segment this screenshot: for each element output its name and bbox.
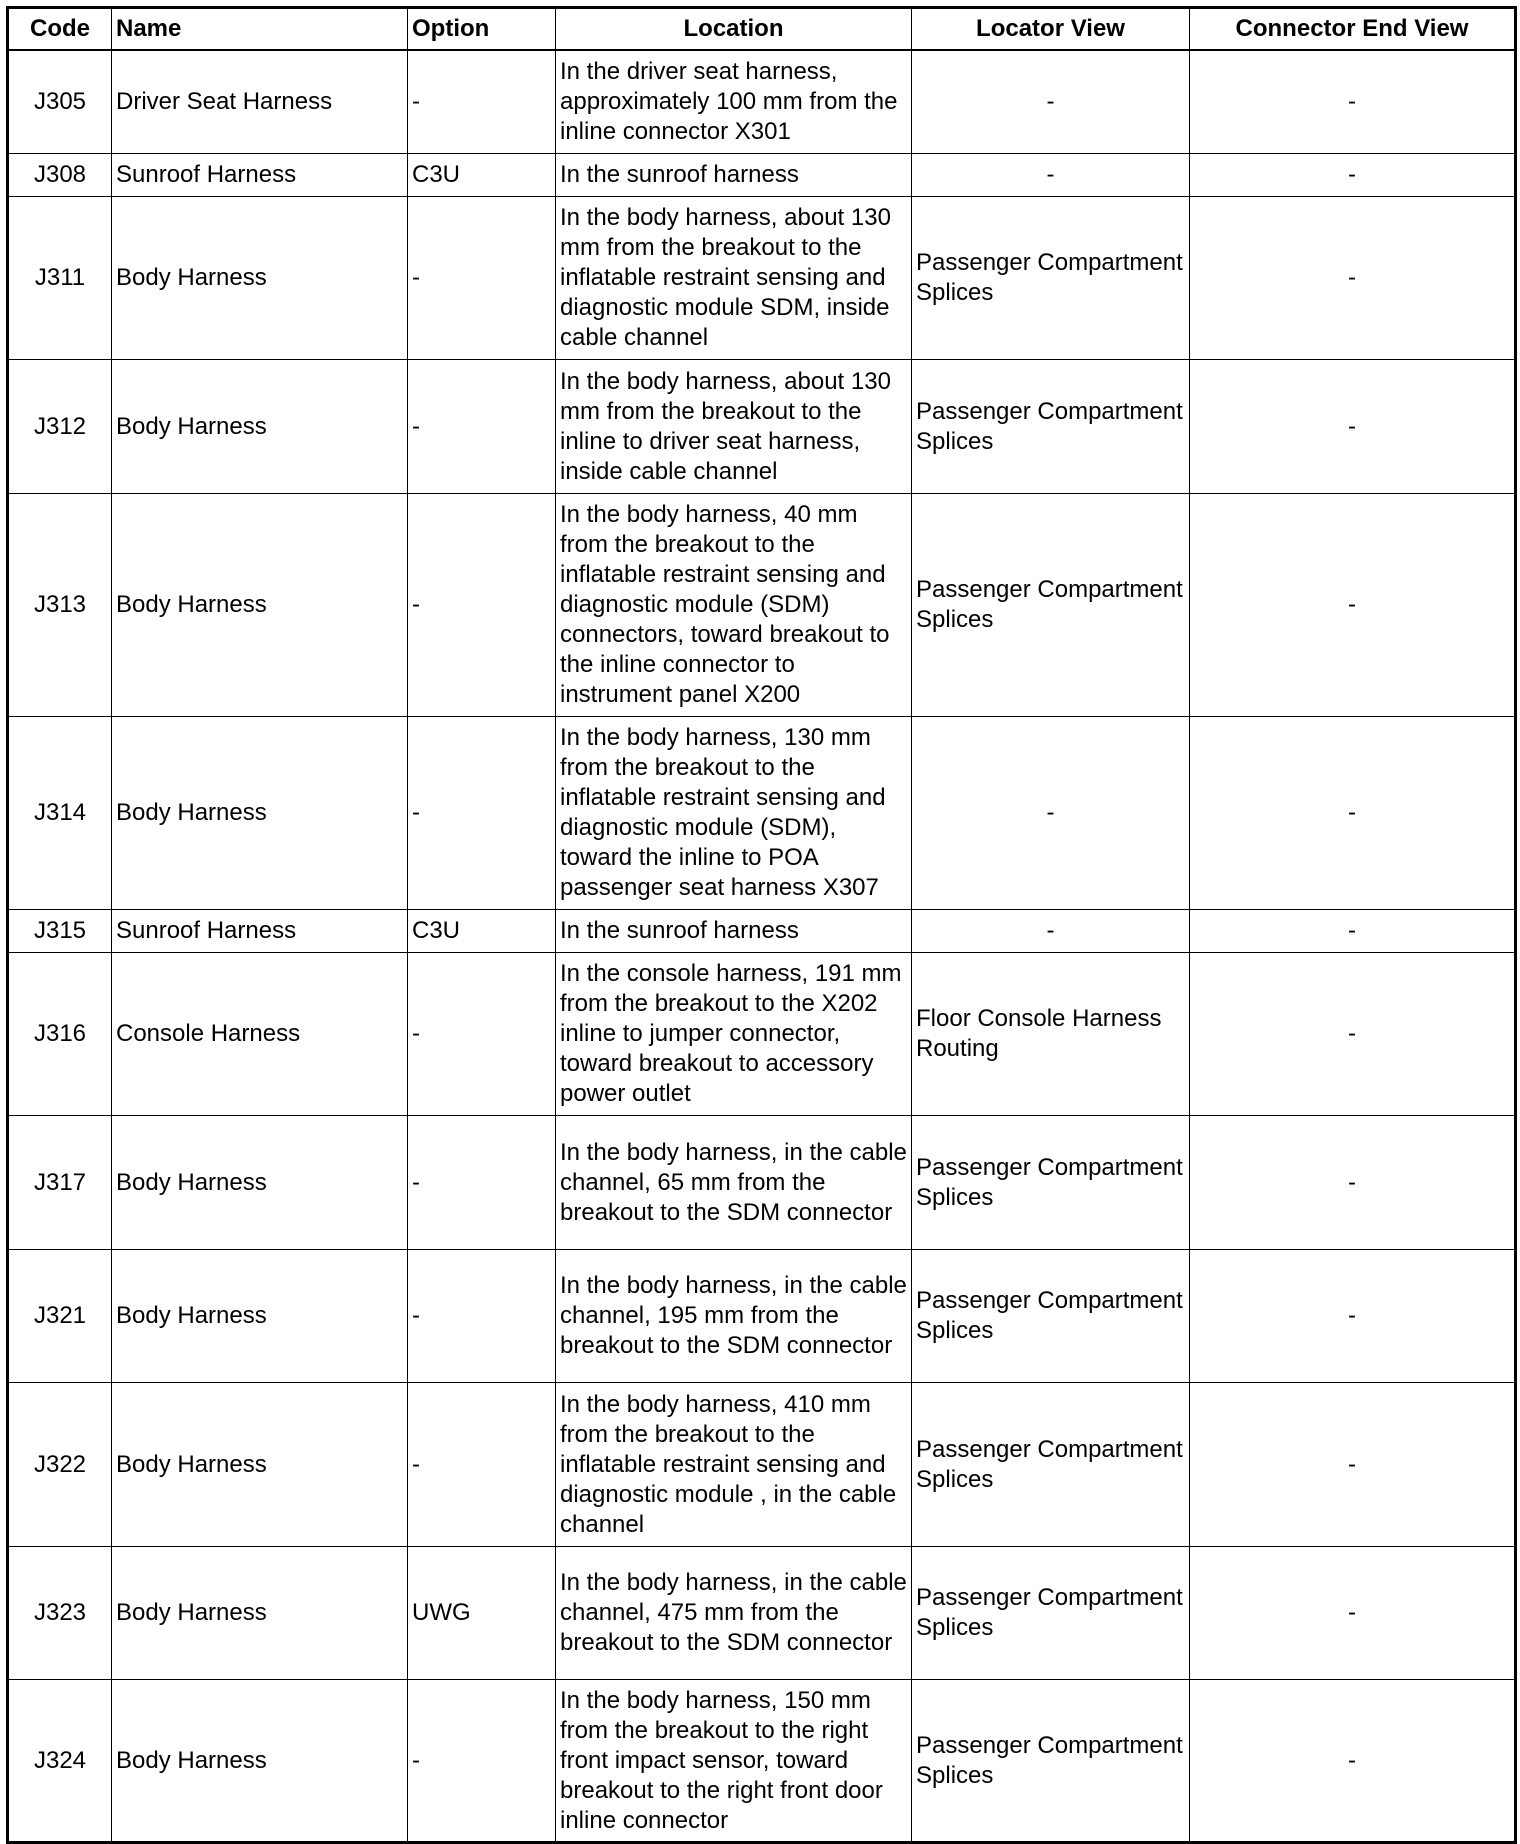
cell-location: In the body harness, in the cable channel, 65 mm from the breakout to the SDM connector (556, 1116, 912, 1250)
cell-option: UWG (408, 1547, 556, 1680)
cell-locator-view: Passenger Compartment Splices (912, 1680, 1190, 1843)
cell-connector-end-view: - (1190, 1250, 1516, 1383)
cell-locator-view: - (912, 910, 1190, 953)
cell-locator-view: Passenger Compartment Splices (912, 1383, 1190, 1547)
cell-locator-view: Passenger Compartment Splices (912, 1116, 1190, 1250)
cell-option: - (408, 953, 556, 1116)
cell-location: In the console harness, 191 mm from the breakout to the X202 inline to jumper connector, toward breakout to accessory power outlet (556, 953, 912, 1116)
cell-name: Body Harness (112, 1250, 408, 1383)
cell-locator-view: Passenger Compartment Splices (912, 360, 1190, 494)
table-row (8, 717, 1516, 910)
cell-locator-view: - (912, 50, 1190, 154)
cell-name: Body Harness (112, 1383, 408, 1547)
cell-connector-end-view: - (1190, 1680, 1516, 1843)
table-row (8, 154, 1516, 197)
header-code: Code (8, 8, 112, 50)
cell-locator-view: - (912, 154, 1190, 197)
cell-locator-view: Floor Console Harness Routing (912, 953, 1190, 1116)
cell-location: In the body harness, about 130 mm from the breakout to the inline to driver seat harness, inside cable channel (556, 360, 912, 494)
cell-code: J322 (8, 1383, 112, 1547)
table-row (8, 1680, 1516, 1843)
header-row (8, 8, 1516, 50)
cell-name: Body Harness (112, 1116, 408, 1250)
cell-option: - (408, 1680, 556, 1843)
cell-connector-end-view: - (1190, 1547, 1516, 1680)
cell-locator-view: Passenger Compartment Splices (912, 494, 1190, 717)
cell-name: Body Harness (112, 360, 408, 494)
table-row (8, 494, 1516, 717)
cell-location: In the driver seat harness, approximately 100 mm from the inline connector X301 (556, 50, 912, 154)
cell-option: C3U (408, 154, 556, 197)
cell-connector-end-view: - (1190, 717, 1516, 910)
cell-code: J316 (8, 953, 112, 1116)
cell-code: J313 (8, 494, 112, 717)
table-row (8, 50, 1516, 154)
cell-code: J324 (8, 1680, 112, 1843)
cell-location: In the body harness, 410 mm from the breakout to the inflatable restraint sensing and diagnostic module , in the cable channel (556, 1383, 912, 1547)
cell-name: Console Harness (112, 953, 408, 1116)
cell-connector-end-view: - (1190, 197, 1516, 360)
cell-option: - (408, 1250, 556, 1383)
cell-location: In the sunroof harness (556, 910, 912, 953)
cell-option: - (408, 1116, 556, 1250)
cell-locator-view: Passenger Compartment Splices (912, 197, 1190, 360)
cell-name: Body Harness (112, 717, 408, 910)
cell-connector-end-view: - (1190, 494, 1516, 717)
cell-name: Sunroof Harness (112, 910, 408, 953)
cell-connector-end-view: - (1190, 1116, 1516, 1250)
table-row (8, 360, 1516, 494)
cell-option: - (408, 50, 556, 154)
cell-option: C3U (408, 910, 556, 953)
table-row (8, 953, 1516, 1116)
table-row (8, 1250, 1516, 1383)
cell-code: J321 (8, 1250, 112, 1383)
cell-code: J315 (8, 910, 112, 953)
table-row (8, 1383, 1516, 1547)
cell-name: Body Harness (112, 1547, 408, 1680)
cell-code: J308 (8, 154, 112, 197)
cell-connector-end-view: - (1190, 50, 1516, 154)
cell-code: J305 (8, 50, 112, 154)
cell-option: - (408, 1383, 556, 1547)
cell-location: In the body harness, 40 mm from the breakout to the inflatable restraint sensing and diagnostic module (SDM) connectors, toward breakout to the inline connector to instrument panel X200 (556, 494, 912, 717)
cell-location: In the body harness, in the cable channel, 195 mm from the breakout to the SDM connector (556, 1250, 912, 1383)
cell-option: - (408, 360, 556, 494)
table-row (8, 1547, 1516, 1680)
cell-name: Driver Seat Harness (112, 50, 408, 154)
cell-name: Body Harness (112, 494, 408, 717)
cell-location: In the body harness, 150 mm from the breakout to the right front impact sensor, toward breakout to the right front door inline connector (556, 1680, 912, 1843)
table-row (8, 1116, 1516, 1250)
cell-location: In the body harness, in the cable channel, 475 mm from the breakout to the SDM connector (556, 1547, 912, 1680)
cell-connector-end-view: - (1190, 1383, 1516, 1547)
cell-name: Body Harness (112, 197, 408, 360)
cell-name: Body Harness (112, 1680, 408, 1843)
header-option: Option (408, 8, 556, 50)
cell-connector-end-view: - (1190, 910, 1516, 953)
cell-connector-end-view: - (1190, 360, 1516, 494)
header-name: Name (112, 8, 408, 50)
cell-location: In the body harness, 130 mm from the breakout to the inflatable restraint sensing and diagnostic module (SDM), toward the inline to POA passenger seat harness X307 (556, 717, 912, 910)
table-row (8, 197, 1516, 360)
cell-location: In the body harness, about 130 mm from the breakout to the inflatable restraint sensing and diagnostic module SDM, inside cable channel (556, 197, 912, 360)
cell-name: Sunroof Harness (112, 154, 408, 197)
header-locator-view: Locator View (912, 8, 1190, 50)
cell-location: In the sunroof harness (556, 154, 912, 197)
cell-code: J314 (8, 717, 112, 910)
cell-option: - (408, 717, 556, 910)
cell-code: J312 (8, 360, 112, 494)
cell-code: J323 (8, 1547, 112, 1680)
table-row (8, 910, 1516, 953)
cell-locator-view: - (912, 717, 1190, 910)
cell-locator-view: Passenger Compartment Splices (912, 1547, 1190, 1680)
cell-locator-view: Passenger Compartment Splices (912, 1250, 1190, 1383)
cell-option: - (408, 494, 556, 717)
header-connector-end-view: Connector End View (1190, 8, 1516, 50)
cell-code: J311 (8, 197, 112, 360)
cell-connector-end-view: - (1190, 154, 1516, 197)
cell-connector-end-view: - (1190, 953, 1516, 1116)
splice-table (6, 6, 1517, 1844)
cell-code: J317 (8, 1116, 112, 1250)
header-location: Location (556, 8, 912, 50)
cell-option: - (408, 197, 556, 360)
